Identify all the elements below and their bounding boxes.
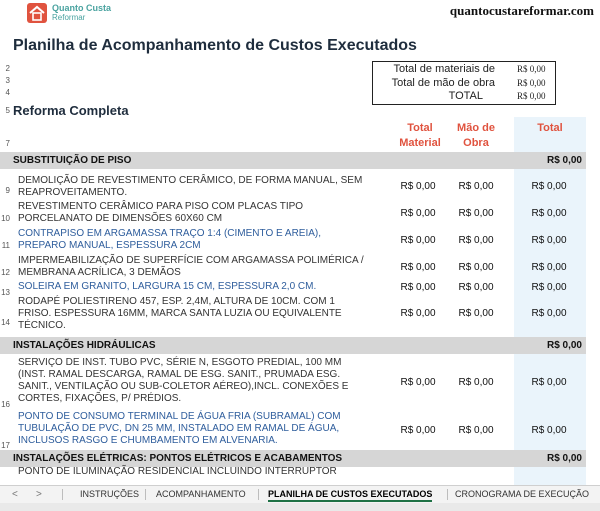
- sheet-subtitle: Reforma Completa: [13, 103, 129, 118]
- row-number[interactable]: 14: [1, 318, 10, 327]
- item-description: SERVIÇO DE INST. TUBO PVC, SÉRIE N, ESGOTO PREDIAL, 100 MM (INST. RAMAL DESCARGA, RAMAL DE ESG. SANIT., PRUMADA ESG. SANIT., VENTILAÇÃO OU SUB-COLETOR AÉREO),INCL. CONEXÕES E CORTES, FIXAÇÕES, P/ PRÉDIOS.: [18, 357, 349, 404]
- row-number[interactable]: 5: [5, 106, 10, 115]
- material-cell[interactable]: R$ 0,00: [400, 262, 436, 273]
- tab-divider: [145, 489, 146, 500]
- table-row[interactable]: [0, 175, 586, 201]
- item-description: CONTRAPISO EM ARGAMASSA TRAÇO 1:4 (CIMENTO E AREIA), PREPARO MANUAL, ESPESSURA 2CM: [18, 228, 322, 251]
- labor-cell[interactable]: R$ 0,00: [458, 282, 494, 293]
- table-row[interactable]: [0, 357, 586, 407]
- summary-value: R$ 0,00: [517, 64, 546, 74]
- section-total: R$ 0,00: [546, 340, 582, 351]
- row-number[interactable]: 11: [1, 241, 10, 250]
- material-cell[interactable]: R$ 0,00: [400, 282, 436, 293]
- summary-label: Total de mão de obra: [391, 77, 495, 89]
- row-number[interactable]: 13: [1, 288, 10, 297]
- section-row[interactable]: [0, 450, 586, 467]
- header-total[interactable]: Total: [537, 122, 563, 134]
- labor-cell[interactable]: R$ 0,00: [458, 308, 494, 319]
- total-cell[interactable]: R$ 0,00: [531, 181, 567, 192]
- table-row[interactable]: [0, 228, 586, 254]
- section-total: R$ 0,00: [546, 453, 582, 464]
- summary-row: [373, 90, 555, 104]
- summary-value: R$ 0,00: [517, 91, 546, 101]
- status-bar: [0, 503, 600, 511]
- header-labor[interactable]: Mão de Obra: [457, 122, 495, 149]
- row-number[interactable]: 2: [5, 64, 10, 73]
- summary-box[interactable]: [372, 61, 556, 105]
- item-description: REVESTIMENTO CERÂMICO PARA PISO COM PLACAS TIPO PORCELANATO DE DIMENSÕES 60X60 CM: [18, 201, 304, 224]
- labor-cell[interactable]: R$ 0,00: [458, 262, 494, 273]
- house-icon: [26, 2, 48, 24]
- total-cell[interactable]: R$ 0,00: [531, 235, 567, 246]
- summary-label: TOTAL: [448, 90, 483, 102]
- total-cell[interactable]: R$ 0,00: [531, 308, 567, 319]
- total-cell[interactable]: R$ 0,00: [531, 377, 567, 388]
- row-number[interactable]: 3: [5, 76, 10, 85]
- table-row[interactable]: [0, 201, 586, 227]
- section-title: INSTALAÇÕES HIDRÁULICAS: [13, 340, 156, 351]
- brand-name-line2: Reformar: [52, 13, 86, 22]
- material-cell[interactable]: R$ 0,00: [400, 425, 436, 436]
- section-title: SUBSTITUIÇÃO DE PISO: [13, 155, 132, 166]
- header-total-material[interactable]: Total Material: [399, 122, 441, 149]
- next-sheet-icon[interactable]: >: [36, 489, 42, 500]
- table-row[interactable]: [0, 296, 586, 334]
- labor-cell[interactable]: R$ 0,00: [458, 235, 494, 246]
- labor-cell[interactable]: R$ 0,00: [458, 377, 494, 388]
- prev-sheet-icon[interactable]: <: [12, 489, 18, 500]
- brand-name-line1: Quanto Custa: [52, 3, 112, 13]
- summary-value: R$ 0,00: [517, 78, 546, 88]
- material-cell[interactable]: R$ 0,00: [400, 377, 436, 388]
- tab-planilha-custos-executados[interactable]: PLANILHA DE CUSTOS EXECUTADOS: [268, 489, 432, 502]
- summary-row: [373, 63, 555, 77]
- section-title: INSTALAÇÕES ELÉTRICAS: PONTOS ELÉTRICOS E ACABAMENTOS: [13, 453, 343, 464]
- total-cell[interactable]: R$ 0,00: [531, 425, 567, 436]
- table-row[interactable]: [0, 255, 586, 281]
- summary-row: [373, 77, 555, 91]
- total-cell[interactable]: R$ 0,00: [531, 208, 567, 219]
- row-number[interactable]: 10: [1, 214, 10, 223]
- tab-instrucoes[interactable]: INSTRUÇÕES: [80, 489, 140, 499]
- table-row[interactable]: [0, 411, 586, 449]
- item-description: SOLEIRA EM GRANITO, LARGURA 15 CM, ESPESSURA 2,0 CM.: [18, 281, 317, 292]
- total-cell[interactable]: R$ 0,00: [531, 282, 567, 293]
- table-row[interactable]: [0, 466, 586, 480]
- section-row[interactable]: [0, 152, 586, 169]
- page-title: Planilha de Acompanhamento de Custos Executados: [13, 37, 417, 54]
- sheet-tab-bar: [0, 485, 600, 503]
- row-number[interactable]: 7: [5, 139, 10, 148]
- row-number[interactable]: 17: [1, 441, 10, 450]
- total-cell[interactable]: R$ 0,00: [531, 262, 567, 273]
- item-description: PONTO DE CONSUMO TERMINAL DE ÁGUA FRIA (SUBRAMAL) COM TUBULAÇÃO DE PVC, DN 25 MM, INSTALADO EM RAMAL DE ÁGUA, INCLUSOS RASGO E CHUMBAMENTO EM ALVENARIA.: [18, 411, 341, 446]
- item-description: RODAPÉ POLIESTIRENO 457, ESP. 2,4M, ALTURA DE 10CM. COM 1 FRISO. ESPESSURA 16MM, MARCA SANTA LUZIA OU EQUIVALENTE TÉCNICO.: [18, 296, 342, 331]
- item-description: IMPERMEABILIZAÇÃO DE SUPERFÍCIE COM ARGAMASSA POLIMÉRICA / MEMBRANA ACRÍLICA, 3 DEMÃOS: [18, 255, 364, 278]
- tab-cronograma-execucao[interactable]: CRONOGRAMA DE EXECUÇÃO: [455, 489, 590, 499]
- summary-label: Total de materiais de: [393, 63, 495, 75]
- tab-acompanhamento[interactable]: ACOMPANHAMENTO: [156, 489, 246, 499]
- labor-cell[interactable]: R$ 0,00: [458, 425, 494, 436]
- section-row[interactable]: [0, 337, 586, 354]
- website-url: quantocustareformar.com: [449, 3, 594, 18]
- row-number[interactable]: 9: [5, 186, 10, 195]
- item-description: PONTO DE ILUMINAÇÃO RESIDENCIAL INCLUINDO INTERRUPTOR: [18, 466, 337, 477]
- section-total: R$ 0,00: [546, 155, 582, 166]
- material-cell[interactable]: R$ 0,00: [400, 235, 436, 246]
- material-cell[interactable]: R$ 0,00: [400, 208, 436, 219]
- row-number[interactable]: 4: [5, 88, 10, 97]
- material-cell[interactable]: R$ 0,00: [400, 181, 436, 192]
- labor-cell[interactable]: R$ 0,00: [458, 208, 494, 219]
- row-number[interactable]: 12: [1, 268, 10, 277]
- tab-divider: [258, 489, 259, 500]
- brand-logo: [26, 2, 156, 24]
- row-number[interactable]: 16: [1, 400, 10, 409]
- item-description: DEMOLIÇÃO DE REVESTIMENTO CERÂMICO, DE FORMA MANUAL, SEM REAPROVEITAMENTO.: [18, 175, 363, 198]
- table-row[interactable]: [0, 281, 586, 295]
- tab-divider: [62, 489, 63, 500]
- material-cell[interactable]: R$ 0,00: [400, 308, 436, 319]
- labor-cell[interactable]: R$ 0,00: [458, 181, 494, 192]
- tab-divider: [447, 489, 448, 500]
